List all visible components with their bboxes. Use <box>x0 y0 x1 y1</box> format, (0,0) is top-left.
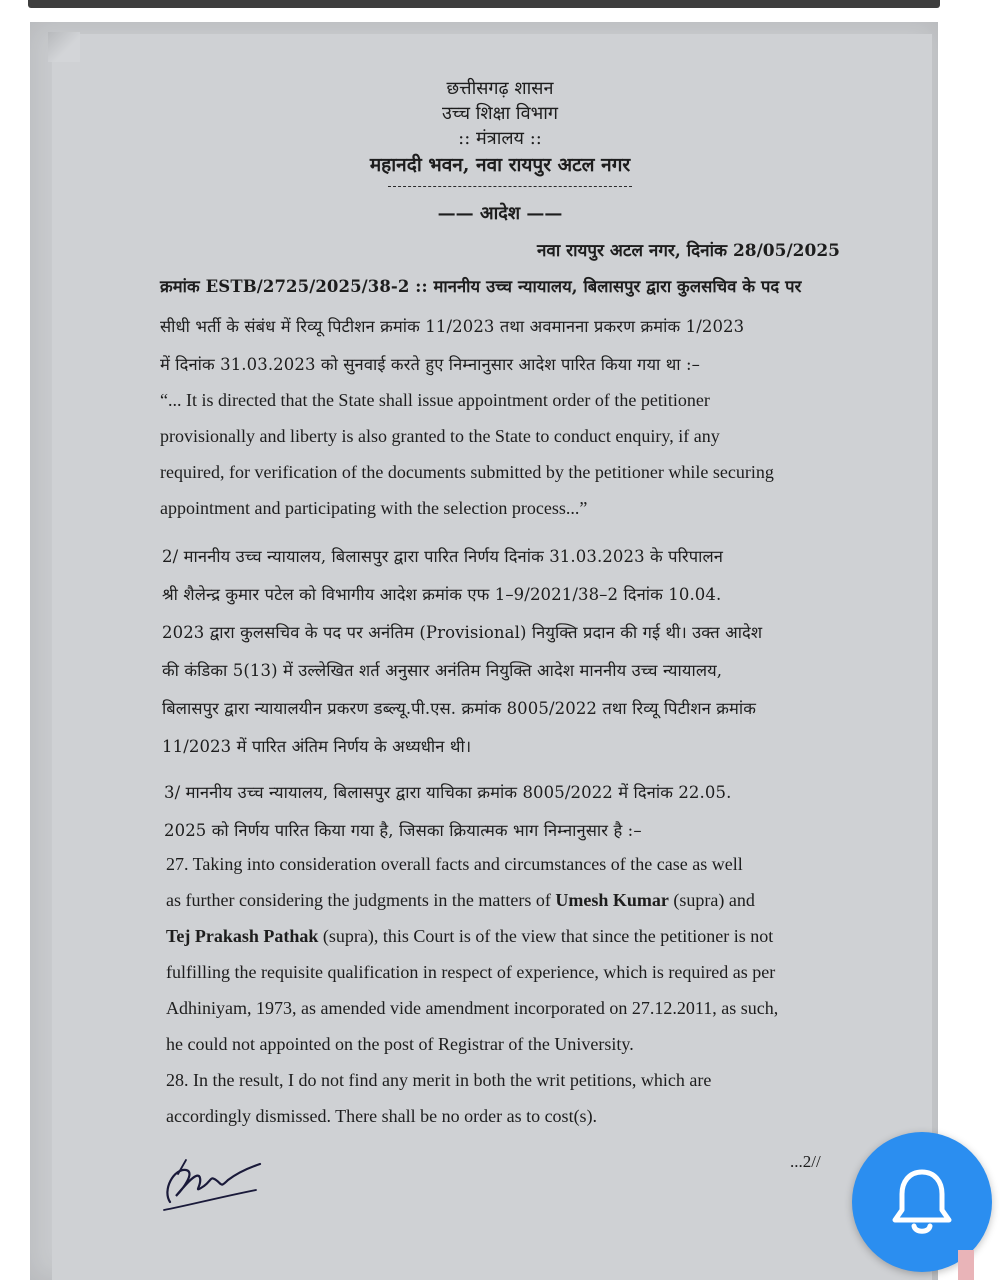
case-name-tej-prakash-pathak: Tej Prakash Pathak <box>166 926 319 946</box>
para2-line: 2023 द्वारा कुलसचिव के पद पर अनंतिम (Provisional) नियुक्ति प्रदान की गई थी। उक्त आदेश <box>162 623 763 642</box>
folded-corner <box>48 32 80 62</box>
para2-line: 11/2023 में पारित अंतिम निर्णय के अध्यधीन थी। <box>162 737 472 756</box>
quote2-text: (supra), this Court is of the view that since the petitioner is not <box>318 926 774 946</box>
top-bar <box>28 0 940 8</box>
order-title: —— आदेश —— <box>437 203 563 224</box>
quote2-text: as further considering the judgments in the matters of <box>166 890 556 910</box>
quote1-line: provisionally and liberty is also granted to the State to conduct enquiry, if any <box>160 426 720 446</box>
header-department: उच्च शिक्षा विभाग <box>441 103 559 124</box>
quote2-line: 28. In the result, I do not find any merit in both the writ petitions, which are <box>166 1070 712 1090</box>
signature-mark <box>156 1150 266 1216</box>
place-and-date: नवा रायपुर अटल नगर, दिनांक 28/05/2025 <box>536 241 840 261</box>
para3-line: 2025 को निर्णय पारित किया गया है, जिसका क्रियात्मक भाग निम्नानुसार है :– <box>164 821 642 840</box>
quote2-line: he could not appointed on the post of Registrar of the University. <box>166 1034 634 1054</box>
quote2-text: (supra) and <box>668 890 755 910</box>
quote2-line <box>166 926 773 947</box>
quote2-line <box>166 890 755 911</box>
quote2-line: accordingly dismissed. There shall be no order as to cost(s). <box>166 1106 598 1126</box>
quote1-line: “... It is directed that the State shall issue appointment order of the petitioner <box>160 390 710 410</box>
para2-line: श्री शैलेन्द्र कुमार पटेल को विभागीय आदेश क्रमांक एफ 1–9/2021/38–2 दिनांक 10.04. <box>162 585 722 604</box>
para1-line: में दिनांक 31.03.2023 को सुनवाई करते हुए निम्नानुसार आदेश पारित किया गया था :– <box>160 355 700 374</box>
bell-icon <box>887 1164 957 1240</box>
para2-line: 2/ माननीय उच्च न्यायालय, बिलासपुर द्वारा पारित निर्णय दिनांक 31.03.2023 के परिपालन <box>162 547 724 566</box>
para1-line: सीधी भर्ती के संबंध में रिव्यू पिटीशन क्रमांक 11/2023 तथा अवमानना प्रकरण क्रमांक 1/2023 <box>160 317 745 336</box>
case-name-umesh-kumar: Umesh Kumar <box>555 890 669 910</box>
para2-line: की कंडिका 5(13) में उल्लेखित शर्त अनुसार अनंतिम नियुक्ति आदेश माननीय उच्च न्यायालय, <box>162 661 723 680</box>
header-divider <box>388 186 632 187</box>
header-address: महानदी भवन, नवा रायपुर अटल नगर <box>369 154 631 176</box>
para2-line: बिलासपुर द्वारा न्यायालयीन प्रकरण डब्ल्यू.पी.एस. क्रमांक 8005/2022 तथा रिव्यू पिटीशन क्रमांक <box>162 699 757 718</box>
quote2-line: fulfilling the requisite qualification in respect of experience, which is required as per <box>166 962 776 982</box>
quote1-line: appointment and participating with the selection process...” <box>160 498 588 518</box>
quote2-line: Adhiniyam, 1973, as amended vide amendment incorporated on 27.12.2011, as such, <box>166 998 779 1018</box>
header-ministry: :: मंत्रालय :: <box>458 128 542 149</box>
quote1-line: required, for verification of the documents submitted by the petitioner while securing <box>160 462 774 482</box>
para3-line: 3/ माननीय उच्च न्यायालय, बिलासपुर द्वारा याचिका क्रमांक 8005/2022 में दिनांक 22.05. <box>164 783 732 802</box>
header-government: छत्तीसगढ़ शासन <box>446 78 554 99</box>
page-continuation-marker: ...2// <box>790 1152 821 1171</box>
para1-line: क्रमांक ESTB/2725/2025/38-2 :: माननीय उच्च न्यायालय, बिलासपुर द्वारा कुलसचिव के पद पर <box>160 277 802 296</box>
quote2-line: 27. Taking into consideration overall facts and circumstances of the case as well <box>166 854 743 874</box>
edge-strip <box>958 1250 974 1280</box>
